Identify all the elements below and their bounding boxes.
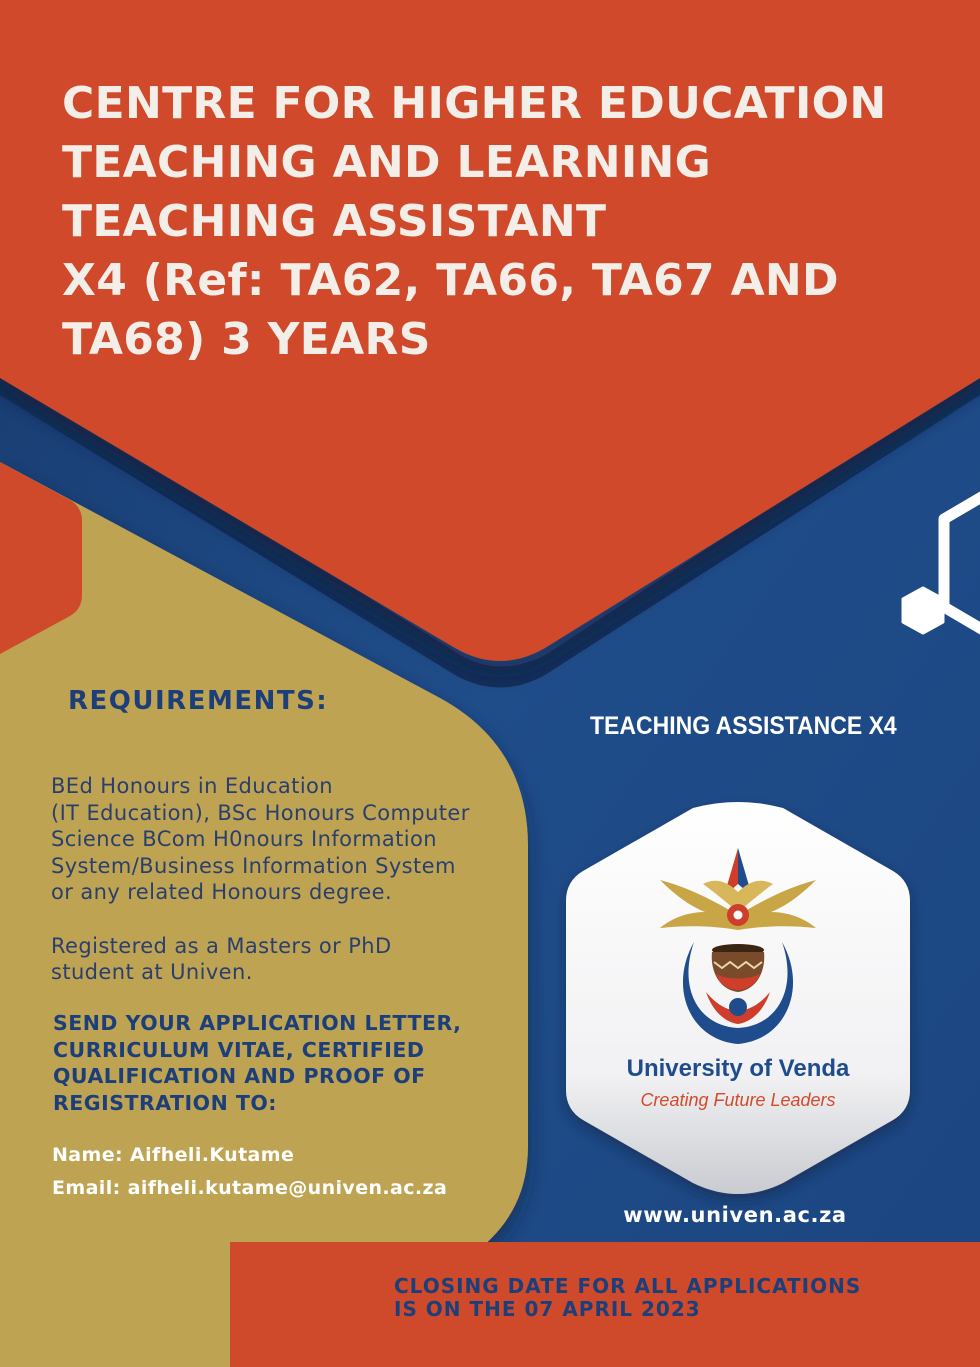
university-name: University of Venda: [626, 1055, 850, 1082]
requirements-paragraph: [51, 773, 531, 906]
contact-name: Name: Aifheli.Kutame: [52, 1144, 295, 1166]
closing-line: IS ON THE 07 APRIL 2023: [394, 1297, 701, 1321]
university-tagline: Creating Future Leaders: [640, 1090, 836, 1110]
send-line: QUALIFICATION AND PROOF OF: [53, 1064, 426, 1088]
title-line: X4 (Ref: TA62, TA66, TA67 AND: [62, 255, 839, 306]
send-line: CURRICULUM VITAE, CERTIFIED: [53, 1037, 425, 1062]
closing-line: CLOSING DATE FOR ALL APPLICATIONS: [394, 1274, 862, 1298]
requirements-line: Registered as a Masters or PhD: [51, 933, 392, 958]
title-line: TA68) 3 YEARS: [62, 314, 431, 365]
website-link[interactable]: www.univen.ac.za: [623, 1203, 847, 1227]
hexagon-solid-icon: [903, 588, 943, 633]
title-line: CENTRE FOR HIGHER EDUCATION: [62, 78, 887, 129]
requirements-line: student at Univen.: [51, 960, 253, 984]
requirements-line: Science BCom H0nours Information: [51, 827, 437, 851]
title-line: TEACHING ASSISTANT: [62, 196, 607, 247]
send-line: SEND YOUR APPLICATION LETTER,: [53, 1011, 462, 1035]
requirements-body: [51, 773, 531, 1013]
requirements-line: BEd Honours in Education: [51, 774, 334, 798]
requirements-paragraph: [51, 933, 531, 986]
requirements-heading: REQUIREMENTS:: [68, 686, 329, 716]
requirements-line: or any related Honours degree.: [51, 880, 393, 904]
requirements-line: System/Business Information System: [51, 853, 456, 878]
poster-title: [62, 74, 962, 369]
closing-date: [394, 1275, 954, 1321]
send-line: REGISTRATION TO:: [53, 1090, 277, 1115]
title-line: TEACHING AND LEARNING: [62, 137, 712, 188]
teaching-assistance-heading: TEACHING ASSISTANCE X4: [590, 712, 897, 740]
send-instructions: [53, 1010, 523, 1116]
contact-email[interactable]: Email: aifheli.kutame@univen.ac.za: [52, 1177, 448, 1199]
requirements-line: (IT Education), BSc Honours Computer: [51, 800, 470, 825]
